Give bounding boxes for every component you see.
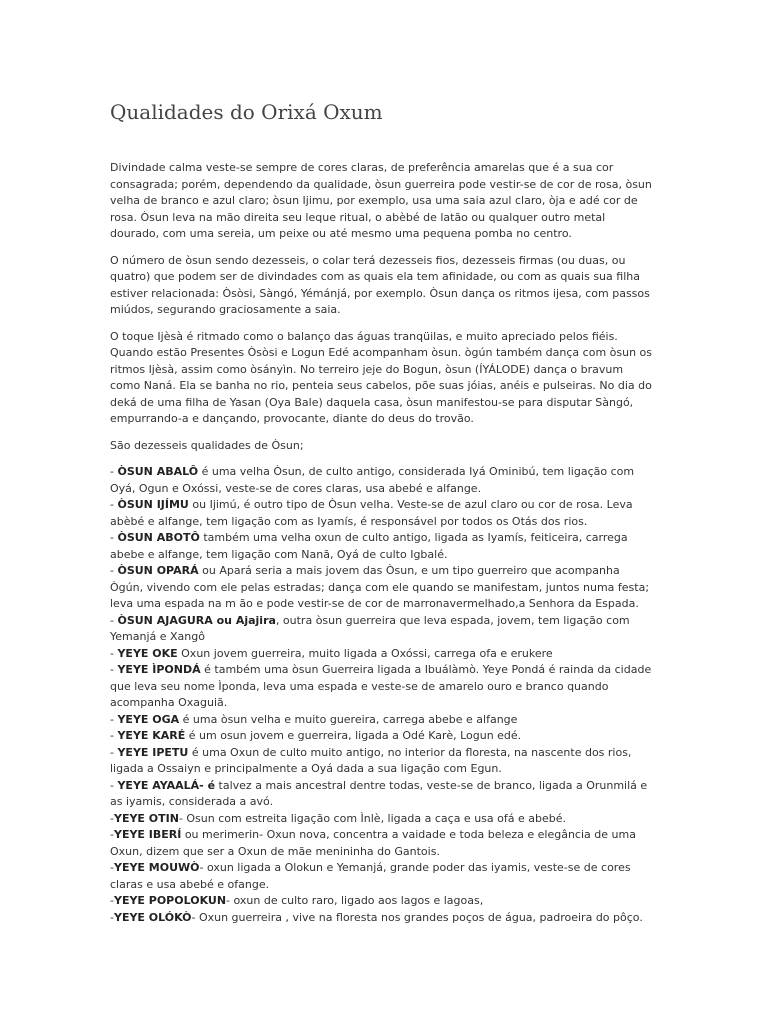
item-name: YEYE POPOLOKUN: [113, 894, 227, 907]
item-text: - Osun com estreita ligação com Ìnlè, ligada a caça e usa ofá e abebé.: [178, 811, 566, 825]
paragraph: São dezesseis qualidades de Òsun;: [110, 438, 304, 452]
item-prefix: -: [110, 894, 114, 907]
item-name: YEYE AYAALÁ- é: [117, 778, 216, 792]
list-item: [110, 712, 655, 729]
item-prefix: -: [110, 531, 118, 544]
list-item: [110, 811, 655, 828]
item-text: é uma òsun velha e muito guereira, carrega abebe e alfange: [179, 712, 518, 726]
item-text: , outra òsun guerreira que leva espada, jovem, tem ligação com Yemanjá e Xangô: [110, 613, 630, 643]
list-item: [110, 745, 655, 778]
item-name: YEYE KARÉ: [117, 729, 186, 742]
item-name: YEYE MOUWÒ: [113, 861, 200, 874]
item-prefix: -: [110, 465, 118, 478]
item-text: - oxun de culto raro, ligado aos lagos e lagoas,: [226, 894, 484, 907]
item-text: é também uma òsun Guerreira ligada a Ibuálàmò. Yeye Pondá é rainda da cidade que leva seu nome Ìponda, leva uma espada e veste-se de amarelo ouro e branco quando acompanha Oxaguiã.: [110, 663, 652, 709]
item-name: ÒSUN ABOTÔ: [117, 531, 200, 544]
item-name: ÒSUN AJAGURA ou Ajajira: [117, 613, 276, 627]
item-name: ÒSUN IJÍMU: [117, 498, 189, 511]
item-prefix: -: [110, 745, 118, 759]
paragraph: Divindade calma veste-se sempre de cores claras, de preferência amarelas que é a sua cor consagrada; porém, dependendo da qualidade, òsun guerreira pode vestir-se de cor de rosa, òsun velha de branco e azul claro; òsun Ijimu, por exemplo, usa uma saia azul claro, òja e adé cor de rosa. Òsun leva na mão direita seu leque ritual, o abèbé de latão ou qualquer outro metal dourado, com uma sereia, um peixe ou até mesmo uma pequena pomba no centro.: [110, 161, 652, 240]
item-text: - Oxun guerreira , vive na floresta nos grandes poços de água, padroeira do pôço.: [191, 910, 643, 924]
item-name: YEYE IPETU: [117, 745, 189, 759]
item-text: ou Ijimú, é outro tipo de Òsun velha. Veste-se de azul claro ou cor de rosa. Leva abèbé e alfange, tem ligação com as Iyamís, é responsável por todos os Otás dos rios.: [110, 498, 633, 528]
list-item: [110, 860, 655, 893]
list-item: [110, 728, 655, 745]
list-item: [110, 778, 655, 811]
item-prefix: -: [110, 828, 114, 841]
item-prefix: -: [110, 498, 118, 511]
list-item: [110, 464, 655, 497]
item-prefix: -: [110, 729, 118, 742]
list-item: [110, 497, 655, 530]
item-text: ou Apará seria a mais jovem das Òsun, e um tipo guerreiro que acompanha Ògún, vivendo com ele pelas estradas; dança com ele quando se manifestam, juntos numa festa; leva uma espada na m ão e pode vestir-se de cor de marronavermelhado,a Senhora da Espada.: [110, 564, 650, 610]
item-prefix: -: [110, 613, 118, 627]
item-prefix: -: [110, 712, 118, 726]
item-prefix: -: [110, 861, 114, 874]
list-item: [110, 893, 655, 910]
item-name: YEYE OKE: [117, 646, 178, 660]
item-prefix: -: [110, 646, 118, 660]
list-item: [110, 530, 655, 563]
item-prefix: -: [110, 910, 114, 924]
item-prefix: -: [110, 778, 118, 792]
qualities-list: [110, 464, 655, 926]
item-name: YEYE OLÓKÒ: [113, 910, 192, 924]
item-name: YEYE ÌPONDÁ: [117, 663, 201, 676]
item-prefix: -: [110, 811, 114, 825]
list-item: [110, 910, 655, 927]
item-prefix: -: [110, 663, 118, 676]
item-name: ÒSUN ABALÔ: [117, 465, 199, 478]
item-name: YEYE OGA: [117, 712, 180, 726]
list-item: [110, 613, 655, 646]
item-text: talvez a mais ancestral dentre todas, veste-se de branco, ligada a Orunmilá e as iyamis, considerada a avó.: [110, 778, 648, 808]
item-text: é uma velha Òsun, de culto antigo, considerada Iyá Ominibú, tem ligação com Oyá, Ogun e Oxóssi, veste-se de cores claras, usa abebé e alfange.: [110, 465, 635, 495]
item-prefix: -: [110, 564, 118, 577]
list-item: [110, 563, 655, 613]
list-item: [110, 662, 655, 712]
document-page: [110, 96, 655, 926]
item-text: Oxun jovem guerreira, muito ligada a Oxóssi, carrega ofa e erukere: [177, 646, 553, 660]
item-text: ou merimerin- Oxun nova, concentra a vaidade e toda beleza e elegância de uma Oxun, dizem que ser a Oxun de mãe menininha do Gantois.: [110, 828, 636, 858]
item-text: é um osun jovem e guerreira, ligada a Odé Karè, Logun edé.: [185, 729, 522, 742]
paragraph: O toque Ijèsà é ritmado como o balanço das águas tranqüilas, e muito apreciado pelos fiéis. Quando estão Presentes Òsòsi e Logun Edé acompanham òsun. ògún também dança com òsun os ritmos Ijèsà, assim como òsányìn. No terreiro jeje do Bogun, òsun (ÍYÁLODE) dança o bravum como Naná. Ela se banha no rio, penteia seus cabelos, põe suas jóias, anéis e pulseiras. No dia do deká de uma filha de Yasan (Oya Bale) daquela casa, òsun manifestou-se para disputar Sàngó, empurrando-a e dançando, provocante, diante do deus do trovão.: [110, 329, 653, 425]
list-item: [110, 646, 655, 663]
item-text: - oxun ligada a Olokun e Yemanjá, grande poder das iyamis, veste-se de cores claras e usa abebé e ofange.: [110, 861, 631, 891]
item-text: é uma Oxun de culto muito antigo, no interior da floresta, na nascente dos rios, ligada a Ossaiyn e principalmente a Oyá dada a sua ligação com Egun.: [110, 745, 632, 775]
item-name: ÒSUN OPARÁ: [117, 564, 199, 577]
item-name: YEYE IBERÍ: [113, 828, 182, 841]
page-title: Qualidades do Orixá Oxum: [110, 100, 383, 124]
item-name: YEYE OTIN: [113, 811, 179, 825]
list-item: [110, 827, 655, 860]
item-text: também uma velha oxun de culto antigo, ligada as Iyamís, feiticeira, carrega abebe e alfange, tem ligação com Nanã, Oyá de culto Igbalé.: [110, 531, 628, 561]
paragraph: O número de òsun sendo dezesseis, o colar terá dezesseis fios, dezesseis firmas (ou duas, ou quatro) que podem ser de divindades com as quais ela tem afinidade, ou com as quais sua filha estiver relacionada: Òsòsi, Sàngó, Yémánjá, por exemplo. Òsun dança os ritmos ijesa, com passos miúdos, segurando graciosamente a saia.: [110, 253, 650, 316]
